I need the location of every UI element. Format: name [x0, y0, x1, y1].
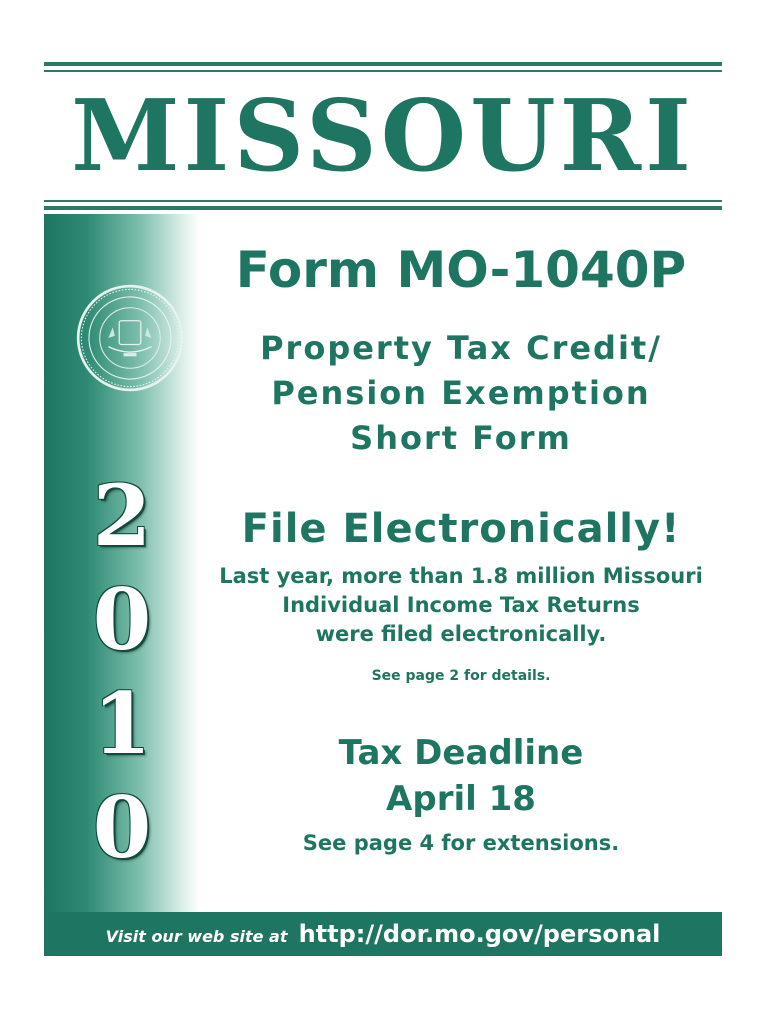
stats-line: Last year, more than 1.8 million Missouri: [219, 564, 703, 588]
department-seal-icon: [76, 284, 184, 392]
website-link[interactable]: http://dor.mo.gov/personal: [298, 920, 661, 948]
efile-stats-note: [200, 562, 722, 649]
year-digit: 1: [92, 674, 152, 773]
subtitle-line: Property Tax Credit/: [260, 329, 662, 367]
bottom-rule-thick: [44, 206, 722, 210]
footer-band: [44, 912, 722, 956]
deadline-date: April 18: [386, 779, 536, 819]
bottom-rule-thin: [44, 200, 722, 202]
subtitle-line: Short Form: [350, 419, 572, 457]
year-digit: 2: [92, 466, 152, 565]
extensions-reference: See page 4 for extensions.: [302, 831, 620, 855]
tax-deadline: [200, 730, 722, 822]
deadline-label: Tax Deadline: [338, 733, 584, 773]
main-content: [200, 214, 722, 912]
year-digit: 0: [92, 570, 152, 669]
year-digit: 0: [92, 778, 152, 877]
top-rule-thick: [44, 62, 722, 66]
subtitle-line: Pension Exemption: [271, 374, 651, 412]
file-electronically-heading: File Electronically!: [241, 506, 681, 552]
details-reference: See page 2 for details.: [371, 668, 551, 684]
state-title: MISSOURI: [71, 79, 695, 194]
form-number: Form MO-1040P: [235, 241, 687, 299]
year-vertical: [44, 466, 200, 890]
top-rule-thin: [44, 70, 722, 72]
form-subtitle: [200, 326, 722, 461]
stats-line: Individual Income Tax Returns: [282, 593, 640, 617]
footer-label: Visit our web site at: [105, 927, 288, 946]
stats-line: were filed electronically.: [315, 622, 607, 646]
